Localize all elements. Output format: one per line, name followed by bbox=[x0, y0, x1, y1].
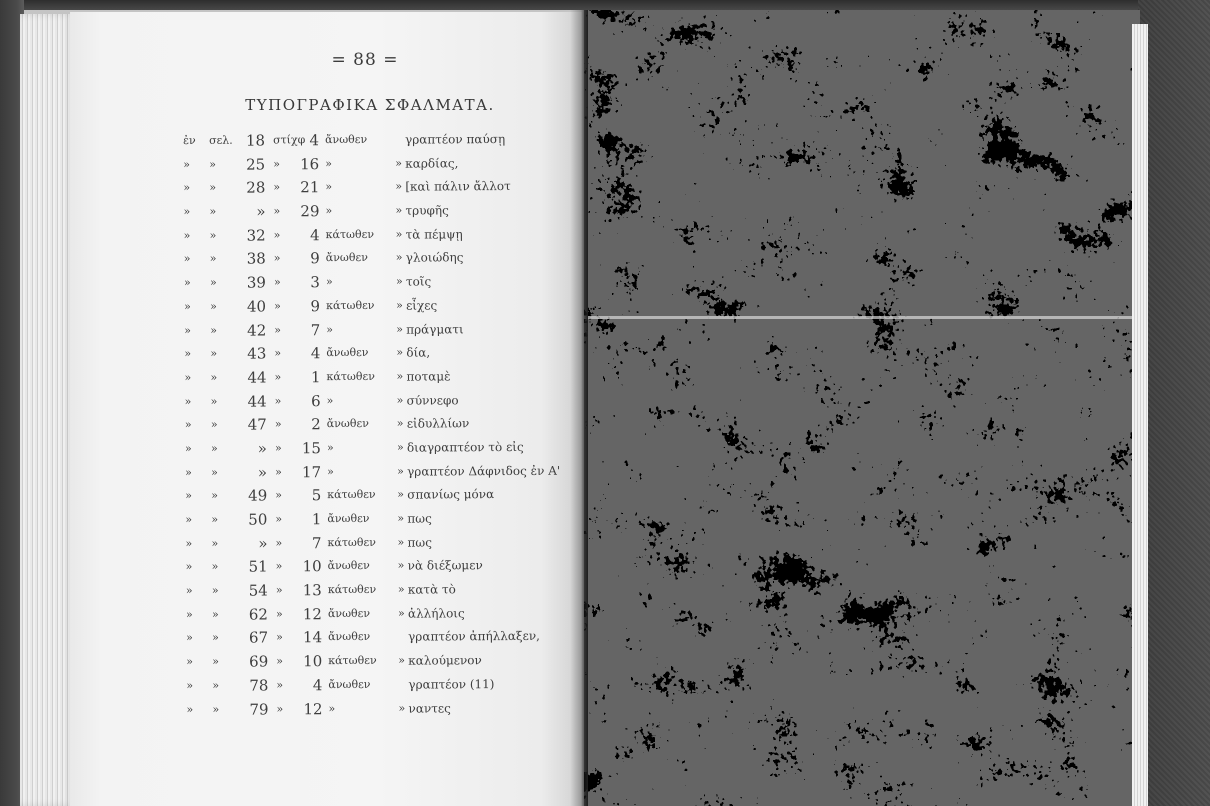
errata-prefix: » bbox=[185, 489, 193, 503]
errata-correction: εἰδυλλίων bbox=[406, 416, 470, 431]
errata-correction: δία, bbox=[406, 345, 431, 360]
errata-page-number: 51 bbox=[248, 557, 268, 576]
errata-row bbox=[185, 508, 575, 534]
errata-line-number: 4 bbox=[309, 131, 320, 150]
errata-page-label: » bbox=[210, 394, 218, 408]
errata-page-label: » bbox=[209, 252, 217, 266]
errata-line-label: » bbox=[275, 607, 283, 621]
errata-page-number: 39 bbox=[246, 273, 266, 292]
errata-page-label: » bbox=[212, 654, 220, 668]
page-edges-stack bbox=[20, 14, 76, 806]
errata-ditto: » bbox=[398, 653, 406, 667]
errata-page-number: » bbox=[257, 439, 267, 458]
errata-line-label: » bbox=[276, 630, 283, 644]
errata-ditto: » bbox=[395, 180, 403, 194]
errata-ditto: » bbox=[395, 251, 403, 265]
errata-prefix: » bbox=[185, 536, 193, 550]
errata-prefix: » bbox=[186, 702, 194, 716]
errata-line-number: 6 bbox=[311, 391, 321, 410]
errata-direction: » bbox=[326, 393, 334, 407]
errata-prefix: » bbox=[185, 560, 193, 574]
errata-correction: γραπτέον Δάφνιδος ἐν Α' bbox=[407, 463, 561, 479]
errata-correction: εἶχες bbox=[406, 298, 438, 313]
errata-page-number: 32 bbox=[246, 226, 266, 245]
errata-line-number: 1 bbox=[310, 368, 321, 387]
errata-row bbox=[186, 602, 576, 628]
errata-line-number: 1 bbox=[311, 510, 322, 529]
errata-page-label: » bbox=[210, 299, 217, 313]
errata-line-label: » bbox=[276, 701, 284, 715]
errata-line-label: » bbox=[275, 583, 283, 597]
errata-direction: » bbox=[325, 275, 333, 289]
errata-page-label: » bbox=[211, 607, 219, 621]
errata-prefix: » bbox=[183, 157, 190, 171]
errata-line-number: 7 bbox=[311, 533, 322, 552]
errata-correction: [καὶ πάλιν ἄλλοτ bbox=[405, 179, 511, 195]
errata-line-number: 29 bbox=[300, 202, 320, 221]
errata-page-label: » bbox=[211, 536, 219, 550]
errata-line-number: 4 bbox=[310, 344, 321, 363]
errata-page-number: 40 bbox=[246, 297, 267, 316]
errata-direction: » bbox=[325, 204, 333, 218]
errata-direction: ἄνωθεν bbox=[328, 630, 371, 644]
errata-page-number: 62 bbox=[248, 605, 269, 624]
errata-page-label: » bbox=[212, 702, 220, 716]
errata-correction: ἀλλήλοις bbox=[407, 606, 465, 621]
errata-line-label: » bbox=[273, 157, 280, 171]
errata-line-number: 15 bbox=[301, 439, 321, 458]
errata-line-number: 10 bbox=[302, 557, 322, 576]
errata-row bbox=[185, 437, 575, 463]
page-heading: ΤΥΠΟΓΡΑΦΙΚΑ ΣΦΑΛΜΑΤΑ. bbox=[245, 96, 495, 114]
errata-prefix: » bbox=[186, 631, 193, 645]
errata-direction: » bbox=[327, 464, 334, 478]
errata-line-number: 3 bbox=[310, 273, 320, 292]
errata-prefix: » bbox=[184, 323, 191, 337]
book-cover-right bbox=[1138, 0, 1210, 806]
errata-page-number: 43 bbox=[247, 344, 267, 363]
errata-row bbox=[185, 484, 575, 510]
errata-row bbox=[185, 389, 575, 415]
errata-direction: κάτωθεν bbox=[326, 298, 375, 312]
errata-line-number: 16 bbox=[300, 154, 320, 173]
errata-line-label: » bbox=[274, 370, 282, 384]
errata-ditto: » bbox=[395, 274, 403, 288]
book-cover-top bbox=[0, 0, 1210, 10]
errata-row bbox=[183, 176, 573, 202]
errata-line-label: » bbox=[274, 322, 281, 336]
errata-prefix: » bbox=[184, 441, 192, 455]
errata-row bbox=[184, 365, 574, 391]
errata-prefix: » bbox=[185, 465, 192, 479]
errata-ditto: » bbox=[397, 559, 405, 573]
errata-direction: ἄνωθεν bbox=[326, 417, 369, 431]
errata-prefix: » bbox=[183, 228, 191, 242]
errata-line-number: 14 bbox=[302, 628, 323, 647]
errata-page-label: σελ. bbox=[209, 133, 233, 147]
errata-correction: πως bbox=[407, 511, 432, 526]
errata-line-label: » bbox=[274, 346, 282, 360]
errata-row bbox=[186, 555, 576, 581]
errata-prefix: » bbox=[186, 678, 194, 692]
errata-row bbox=[185, 413, 575, 439]
errata-line-number: 4 bbox=[310, 225, 320, 244]
errata-line-label: » bbox=[275, 488, 283, 502]
errata-line-label: στίχφ bbox=[273, 133, 306, 147]
errata-page-number: 78 bbox=[249, 676, 269, 695]
errata-ditto: » bbox=[395, 203, 403, 217]
errata-page-number: 44 bbox=[247, 392, 267, 411]
errata-correction: γραπτέον ἀπήλλαξεν, bbox=[408, 629, 540, 645]
errata-page-label: » bbox=[210, 323, 217, 337]
errata-line-number: 4 bbox=[312, 675, 323, 695]
errata-line-label: » bbox=[275, 512, 283, 526]
errata-correction: τὰ πέμψῃ bbox=[405, 227, 463, 242]
errata-line-label: » bbox=[274, 441, 282, 455]
errata-ditto: » bbox=[398, 701, 406, 715]
errata-row bbox=[184, 342, 574, 368]
errata-page-number: 79 bbox=[249, 699, 269, 719]
errata-prefix: » bbox=[184, 394, 192, 408]
errata-page-label: » bbox=[211, 465, 218, 479]
errata-prefix: » bbox=[184, 418, 192, 432]
errata-row bbox=[186, 673, 576, 699]
errata-ditto: » bbox=[397, 511, 405, 525]
errata-ditto: » bbox=[395, 156, 402, 170]
errata-page-number: 47 bbox=[247, 415, 267, 434]
errata-correction: νὰ διέξωμεν bbox=[407, 558, 483, 574]
errata-correction: κατὰ τὸ bbox=[407, 582, 456, 597]
errata-line-label: » bbox=[274, 393, 282, 408]
errata-line-number: 5 bbox=[311, 486, 322, 505]
errata-ditto: » bbox=[397, 606, 405, 620]
errata-line-label: » bbox=[274, 417, 282, 431]
errata-line-label: » bbox=[273, 275, 281, 289]
errata-correction: καλούμενον bbox=[408, 653, 482, 668]
errata-line-number: 17 bbox=[301, 462, 322, 481]
errata-page-number: 50 bbox=[248, 510, 268, 529]
errata-prefix: » bbox=[183, 205, 191, 219]
errata-ditto: » bbox=[396, 393, 404, 407]
errata-page-number: 54 bbox=[248, 581, 268, 600]
errata-direction: » bbox=[326, 441, 334, 455]
errata-page-label: » bbox=[210, 370, 218, 384]
errata-direction: ἄνωθεν bbox=[328, 677, 371, 691]
errata-ditto: » bbox=[396, 345, 404, 359]
errata-page-label: » bbox=[209, 204, 217, 218]
errata-ditto: » bbox=[396, 440, 404, 454]
errata-page-label: » bbox=[209, 228, 217, 242]
errata-prefix: ἐν bbox=[183, 133, 196, 147]
errata-line-number: 2 bbox=[311, 415, 321, 434]
errata-line-label: » bbox=[273, 204, 281, 218]
errata-direction: » bbox=[328, 701, 336, 715]
errata-row bbox=[183, 129, 573, 155]
errata-page-number: 25 bbox=[246, 155, 266, 174]
errata-line-label: » bbox=[276, 654, 284, 668]
errata-row bbox=[184, 223, 574, 249]
errata-prefix: » bbox=[183, 181, 191, 195]
errata-correction: ναντες bbox=[408, 700, 451, 716]
errata-correction: τοῖς bbox=[405, 274, 432, 289]
errata-line-label: » bbox=[273, 251, 281, 265]
errata-ditto: » bbox=[396, 322, 403, 336]
errata-page-number: 69 bbox=[249, 652, 269, 671]
errata-page-label: » bbox=[211, 512, 219, 526]
errata-correction: ποταμὲ bbox=[406, 369, 451, 384]
errata-line-label: » bbox=[276, 678, 284, 692]
errata-row bbox=[186, 697, 576, 723]
errata-row bbox=[185, 531, 575, 557]
errata-correction: σύννεφο bbox=[406, 392, 459, 408]
errata-page-label: » bbox=[209, 157, 216, 171]
errata-row bbox=[185, 460, 575, 486]
errata-ditto: » bbox=[396, 416, 404, 430]
errata-row bbox=[186, 579, 576, 605]
errata-page-label: » bbox=[210, 441, 218, 455]
errata-page-label: » bbox=[211, 583, 219, 597]
errata-direction: » bbox=[325, 180, 333, 194]
marbled-endpaper bbox=[584, 10, 1140, 806]
errata-direction: ἄνωθεν bbox=[326, 346, 369, 360]
errata-direction: κάτωθεν bbox=[325, 227, 375, 241]
errata-page-label: » bbox=[211, 560, 219, 574]
errata-page-number: » bbox=[257, 463, 268, 482]
errata-prefix: » bbox=[186, 655, 194, 669]
errata-prefix: » bbox=[185, 607, 193, 621]
errata-correction: γραπτέον (11) bbox=[408, 676, 495, 692]
errata-direction: ἄνωθεν bbox=[325, 132, 368, 147]
errata-correction: καρδίας, bbox=[405, 156, 459, 171]
errata-ditto: » bbox=[397, 487, 404, 502]
errata-correction: τρυφῆς bbox=[405, 203, 449, 218]
marble-texture bbox=[584, 10, 1140, 806]
errata-line-label: » bbox=[275, 465, 282, 479]
errata-row bbox=[184, 271, 574, 297]
errata-ditto: » bbox=[396, 369, 404, 383]
errata-line-number: 13 bbox=[302, 581, 322, 600]
errata-ditto: » bbox=[396, 298, 403, 312]
errata-correction: διαγραπτέον τὸ εἰς bbox=[406, 439, 524, 455]
errata-direction: κάτωθεν bbox=[327, 535, 376, 549]
errata-page-number: » bbox=[258, 534, 268, 553]
errata-page-number: 38 bbox=[246, 249, 266, 269]
errata-row bbox=[183, 200, 573, 226]
errata-prefix: » bbox=[184, 299, 191, 313]
errata-page-label: » bbox=[209, 275, 217, 289]
errata-ditto: » bbox=[395, 227, 403, 241]
page-number: = 88 = bbox=[331, 50, 399, 70]
errata-page-label: » bbox=[212, 631, 219, 645]
errata-row bbox=[186, 626, 576, 652]
errata-correction: γλοιώδης bbox=[405, 250, 464, 266]
errata-row bbox=[184, 294, 574, 320]
errata-page-label: » bbox=[210, 346, 218, 361]
errata-row bbox=[184, 318, 574, 344]
errata-direction: κάτωθεν bbox=[328, 653, 377, 668]
errata-direction: » bbox=[326, 322, 333, 336]
errata-prefix: » bbox=[185, 512, 193, 526]
errata-page-number: 42 bbox=[247, 320, 267, 340]
errata-direction: ἄνωθεν bbox=[327, 559, 370, 573]
errata-direction: ἄνωθεν bbox=[327, 606, 371, 620]
errata-correction: πράγματι bbox=[406, 321, 464, 337]
errata-page-label: » bbox=[210, 418, 218, 432]
errata-row bbox=[186, 650, 576, 676]
errata-line-number: 9 bbox=[310, 249, 320, 268]
errata-direction: ἄνωθεν bbox=[327, 511, 370, 526]
errata-line-number: 12 bbox=[302, 604, 323, 624]
errata-page-number: 49 bbox=[248, 486, 268, 505]
errata-page-number: 18 bbox=[245, 131, 266, 150]
errata-ditto: » bbox=[397, 464, 404, 478]
errata-page-number: 44 bbox=[247, 368, 267, 387]
errata-page-number: 28 bbox=[246, 178, 266, 197]
errata-prefix: » bbox=[183, 276, 191, 290]
errata-page-label: » bbox=[209, 181, 217, 195]
errata-line-label: » bbox=[273, 228, 281, 242]
errata-ditto: » bbox=[397, 582, 405, 596]
errata-correction: γραπτέον παύσῃ bbox=[405, 132, 506, 147]
errata-page-label: » bbox=[211, 489, 219, 503]
errata-row bbox=[184, 247, 574, 273]
errata-ditto: » bbox=[397, 535, 405, 549]
errata-direction: κάτωθεν bbox=[327, 488, 376, 502]
errata-direction: κάτωθεν bbox=[326, 369, 375, 384]
errata-page-label: » bbox=[212, 678, 220, 692]
errata-direction: ἄνωθεν bbox=[325, 251, 368, 265]
errata-row bbox=[183, 152, 573, 178]
errata-line-label: » bbox=[273, 180, 281, 194]
errata-line-number: 21 bbox=[300, 178, 320, 197]
errata-line-label: » bbox=[275, 536, 283, 550]
errata-prefix: » bbox=[185, 584, 193, 598]
errata-correction: σπανίως μόνα bbox=[407, 487, 495, 502]
errata-prefix: » bbox=[184, 370, 192, 384]
errata-page-number: 67 bbox=[248, 628, 269, 648]
errata-line-number: 12 bbox=[303, 699, 323, 718]
errata-page-number: » bbox=[256, 202, 266, 221]
errata-direction: » bbox=[325, 156, 332, 170]
errata-line-number: 9 bbox=[310, 296, 321, 316]
errata-list bbox=[183, 129, 577, 724]
errata-line-number: 7 bbox=[310, 320, 321, 339]
errata-line-label: » bbox=[275, 559, 283, 573]
errata-prefix: » bbox=[183, 252, 191, 266]
errata-line-number: 10 bbox=[303, 652, 323, 671]
errata-prefix: » bbox=[184, 347, 192, 361]
errata-correction: πως bbox=[407, 535, 432, 550]
right-page-edges bbox=[1132, 24, 1148, 806]
errata-line-label: » bbox=[274, 299, 281, 313]
errata-direction: κάτωθεν bbox=[327, 582, 377, 597]
